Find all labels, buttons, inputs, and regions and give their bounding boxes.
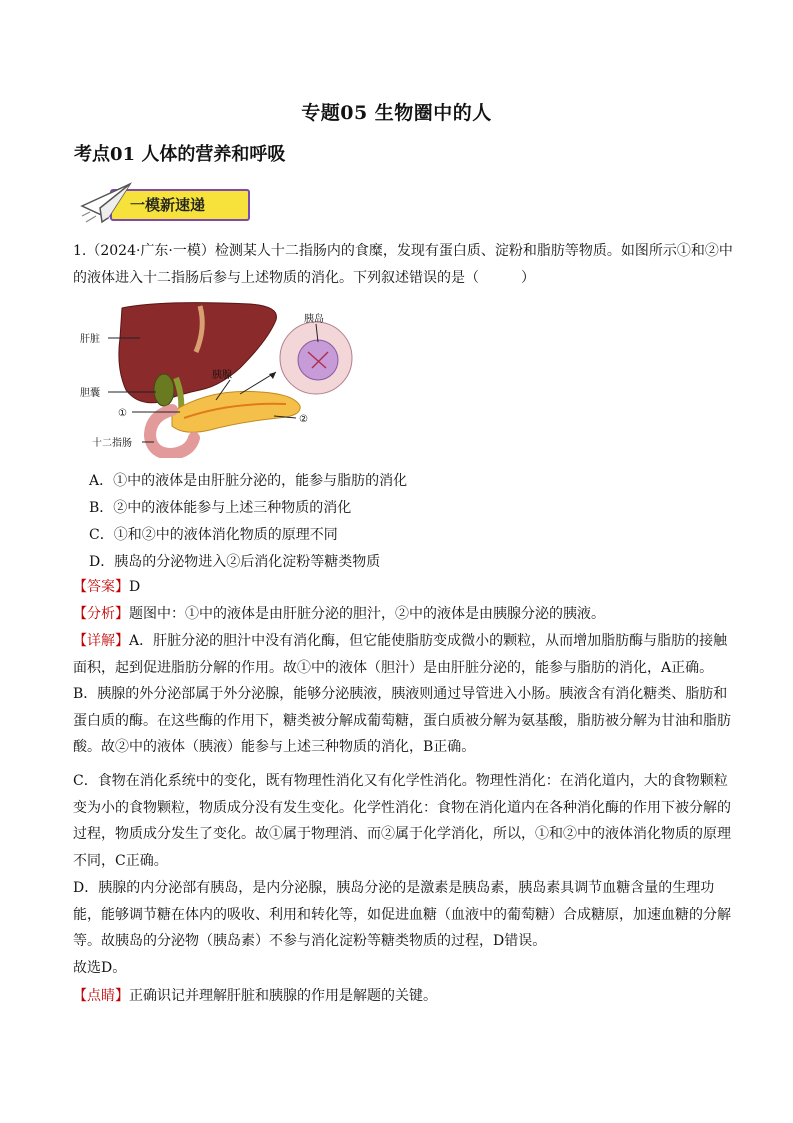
analysis-line xyxy=(73,601,733,628)
label-islet: 胰岛 xyxy=(304,314,324,325)
banner-label: 一模新速递 xyxy=(130,196,206,214)
detail-paragraph-b: B．胰腺的外分泌部属于外分泌腺，能够分泌胰液，胰液则通过导管进入小肠。胰液含有消化糖类、脂肪和蛋白质的酶。在这些酶的作用下，糖类被分解成葡萄糖，蛋白质被分解为氨基酸，脂肪被分解为甘油和脂肪酸。故②中的液体（胰液）能参与上述三种物质的消化，B正确。 xyxy=(73,686,731,755)
gallbladder-shape xyxy=(154,374,174,406)
comment-line xyxy=(73,983,733,1010)
label-duodenum: 十二指肠 xyxy=(92,438,132,449)
liver-shape xyxy=(119,303,277,403)
answer-line xyxy=(73,574,733,601)
option-d: D．胰岛的分泌物进入②后消化淀粉等糖类物质 xyxy=(89,554,381,570)
comment-text: 正确识记并理解肝脏和胰腺的作用是解题的关键。 xyxy=(129,988,437,1004)
detail-paragraph-c: C．食物在消化系统中的变化，既有物理性消化又有化学性消化。物理性消化：在消化道内，大的食物颗粒变为小的食物颗粒，物质成分没有发生变化。化学性消化：食物在消化道内在各种消化酶的作用下被分解的过程，物质成分发生了变化。故①属于物理消、而②属于化学消化，所以，①和②中的液体消化物质的原理不同，C正确。 xyxy=(73,773,731,869)
label-circle-2: ② xyxy=(299,414,308,425)
detail-paragraph-a xyxy=(73,628,733,681)
label-liver: 肝脏 xyxy=(80,334,100,345)
option-b: B．②中的液体能参与上述三种物质的消化 xyxy=(89,500,352,516)
paper-plane-icon xyxy=(78,178,138,228)
option-c: C．①和②中的液体消化物质的原理不同 xyxy=(89,527,338,543)
label-circle-1: ① xyxy=(118,408,127,419)
detail-text-a: A．肝脏分泌的胆汁中没有消化酶，但它能使脂肪变成微小的颗粒，从而增加脂肪酶与脂肪的接触面积，起到促进脂肪分解的作用。故①中的液体（胆汁）是由肝脏分泌的，能参与脂肪的消化，A正确。 xyxy=(73,633,728,676)
page-title: 专题05 生物圈中的人 xyxy=(301,102,492,124)
digestive-organs-figure xyxy=(80,298,380,458)
answer-tag: 【答案】 xyxy=(73,579,129,595)
pancreas-shape xyxy=(172,391,300,432)
section-heading: 考点01 人体的营养和呼吸 xyxy=(74,144,286,165)
detail-tag: 【详解】 xyxy=(73,633,129,649)
label-gallbladder: 胆囊 xyxy=(80,388,100,399)
question-text: 1.（2024·广东·一模）检测某人十二指肠内的食糜，发现有蛋白质、淀粉和脂肪等物质。如图所示①和②中的液体进入十二指肠后参与上述物质的消化。下列叙述错误的是（ ） xyxy=(73,243,733,286)
option-a: A．①中的液体是由肝脏分泌的，能参与脂肪的消化 xyxy=(89,473,408,489)
comment-tag: 【点睛】 xyxy=(73,988,129,1004)
answer-value: D xyxy=(129,579,141,595)
detail-paragraph-d: D．胰腺的内分泌部有胰岛，是内分泌腺，胰岛分泌的是激素是胰岛素，胰岛素具调节血糖含量的生理功能，能够调节糖在体内的吸收、利用和转化等，如促进血糖（血液中的葡萄糖）合成糖原，加速血糖的分解等。故胰岛的分泌物（胰岛素）不参与消化淀粉等糖类物质的过程，D错误。 xyxy=(73,880,731,949)
analysis-text: 题图中：①中的液体是由肝脏分泌的胆汁，②中的液体是由胰腺分泌的胰液。 xyxy=(129,606,605,622)
analysis-tag: 【分析】 xyxy=(73,606,129,622)
label-pancreas: 胰腺 xyxy=(212,370,232,381)
section-banner xyxy=(78,178,258,228)
detail-conclusion: 故选D。 xyxy=(73,960,127,976)
